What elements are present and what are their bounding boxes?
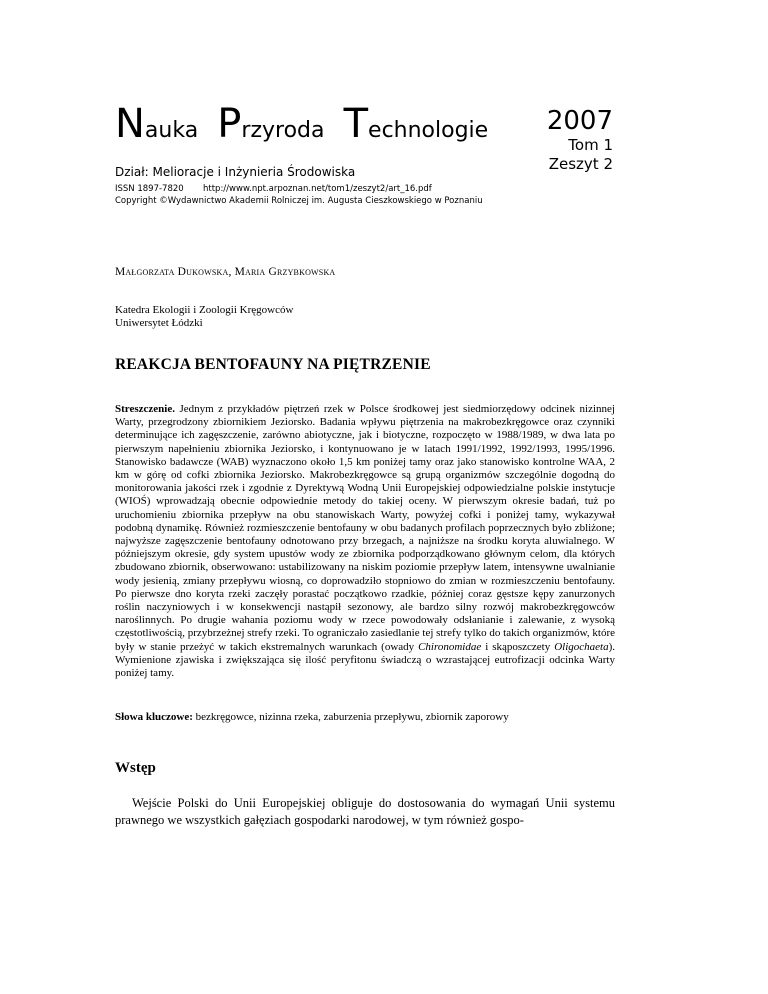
article-title: REAKCJA BENTOFAUNY NA PIĘTRZENIE: [115, 356, 431, 373]
authors: Małgorzata Dukowska, Maria Grzybkowska: [115, 266, 336, 278]
abstract-text: ). Wymienione zjawiska i zwiększająca się ilość peryfitonu świadczą o wzrastającej eutrofizacji odcinka Warty poniżej tamy.: [115, 640, 615, 680]
copyright: Copyright ©Wydawnictwo Akademii Rolniczej im. Augusta Cieszkowskiego w Poznaniu: [115, 196, 483, 206]
keywords: [115, 711, 615, 724]
issue-volume: Tom 1: [568, 136, 613, 154]
article-url: http://www.npt.arpoznan.net/tom1/zeszyt2/art_16.pdf: [203, 184, 432, 194]
issue-info: [547, 106, 613, 174]
affiliation: [115, 304, 293, 330]
issn: ISSN 1897-7820: [115, 184, 184, 194]
abstract-text: i skąposzczety: [481, 640, 555, 653]
journal-title-word: Nauka: [115, 101, 199, 147]
abstract-label: Streszczenie.: [115, 403, 175, 415]
abstract-text: Jednym z przykładów piętrzeń rzek w Polsce środkowej jest siedmiorzędowy odcinek nizinnej Warty, przegrodzony zbiornikiem Jeziorsko. Badania wpływu piętrzenia na makrobezkręgowce oraz czynniki determinujące ich zagęszczenie, zarówno abiotyczne, jak i biotyczne, rozpoczęto w 1988/1989, w dwa lata po pierwszym napełnieniu zbiornika Jeziorsko, i kontynuowano je w latach 1991/1992, 1992/1993, 1995/1996. Stanowisko badawcze (WAB) wyznaczono około 1,5 km poniżej tamy oraz jako stanowisko kontrolne WAA, 2 km w górę od cofki zbiornika Jeziorsko. Makrobezkręgowce są grupą organizmów szczególnie dogodną do monitorowania jakości rzek i zgodnie z Dyrektywą Wodną Unii Europejskiej odpowiedzialne polskie instytucje (WIOŚ) wprowadzają obecnie odpowiednie metody do takiej oceny. W pierwszym okresie badań, tuż po uruchomieniu zbiornika przepływ na obu stanowiskach Warty, powyżej cofki i poniżej tamy, wykazywał podobną dynamikę. Również rozmieszczenie bentofauny w obu badanych profilach poprzecznych było zbliżone; najwyższe zagęszczenie bentofauny odnotowano przy brzegach, a najniższe na środku koryta aluwialnego. W późniejszym okresie, gdy system upustów wody ze zbiornika podporządkowano głównym celom, dla których zbudowano zbiornik, obserwowano: ustabilizowany na niskim poziomie przepływ latem, intensywne uwalnianie wody jesienią, zmiany przepływu wiosną, co doprowadziło stopniowo do zmian w rozmieszczeniu bentofauny. Po pierwsze dno koryta rzeki zaczęły porastać początkowo rzadkie, później coraz gęstsze kępy zanurzonych roślin naczyniowych i w konsekwencji nastąpił sezonowy, ale bardzo silny rozwój makrobezkręgowców naroślinnych. Po drugie wahania poziomu wody w rzece powodowały odsłanianie i zalewanie, z wysoką częstotliwością, przybrzeżnej strefy rzeki. To ograniczało zasiedlanie tej strefy tylko do takich organizmów, które były w stanie przeżyć w takich ekstremalnych warunkach (owady: [115, 403, 615, 653]
publication-meta: [115, 183, 483, 207]
taxon-name: Oligochaeta: [554, 640, 609, 653]
abstract: [115, 403, 615, 680]
keywords-label: Słowa kluczowe:: [115, 711, 193, 723]
journal-title-word: Przyroda: [217, 101, 325, 147]
affiliation-line: Katedra Ekologii i Zoologii Kręgowców: [115, 304, 294, 316]
journal-section: Dział: Melioracje i Inżynieria Środowiska: [115, 165, 356, 179]
journal-title-word: Technologie: [343, 101, 489, 147]
keywords-text: bezkręgowce, nizinna rzeka, zaburzenia przepływu, zbiornik zaporowy: [192, 711, 509, 723]
journal-title: [115, 101, 502, 147]
issue-number: Zeszyt 2: [548, 155, 613, 173]
issue-year: 2007: [546, 106, 613, 136]
section-heading: Wstęp: [115, 760, 156, 776]
taxon-name: Chironomidae: [418, 640, 482, 653]
affiliation-line: Uniwersytet Łódzki: [115, 317, 203, 329]
intro-paragraph: Wejście Polski do Unii Europejskiej obliguje do dostosowania do wymagań Unii systemu prawnego we wszystkich gałęziach gospodarki narodowej, w tym również gospo-: [115, 796, 615, 827]
